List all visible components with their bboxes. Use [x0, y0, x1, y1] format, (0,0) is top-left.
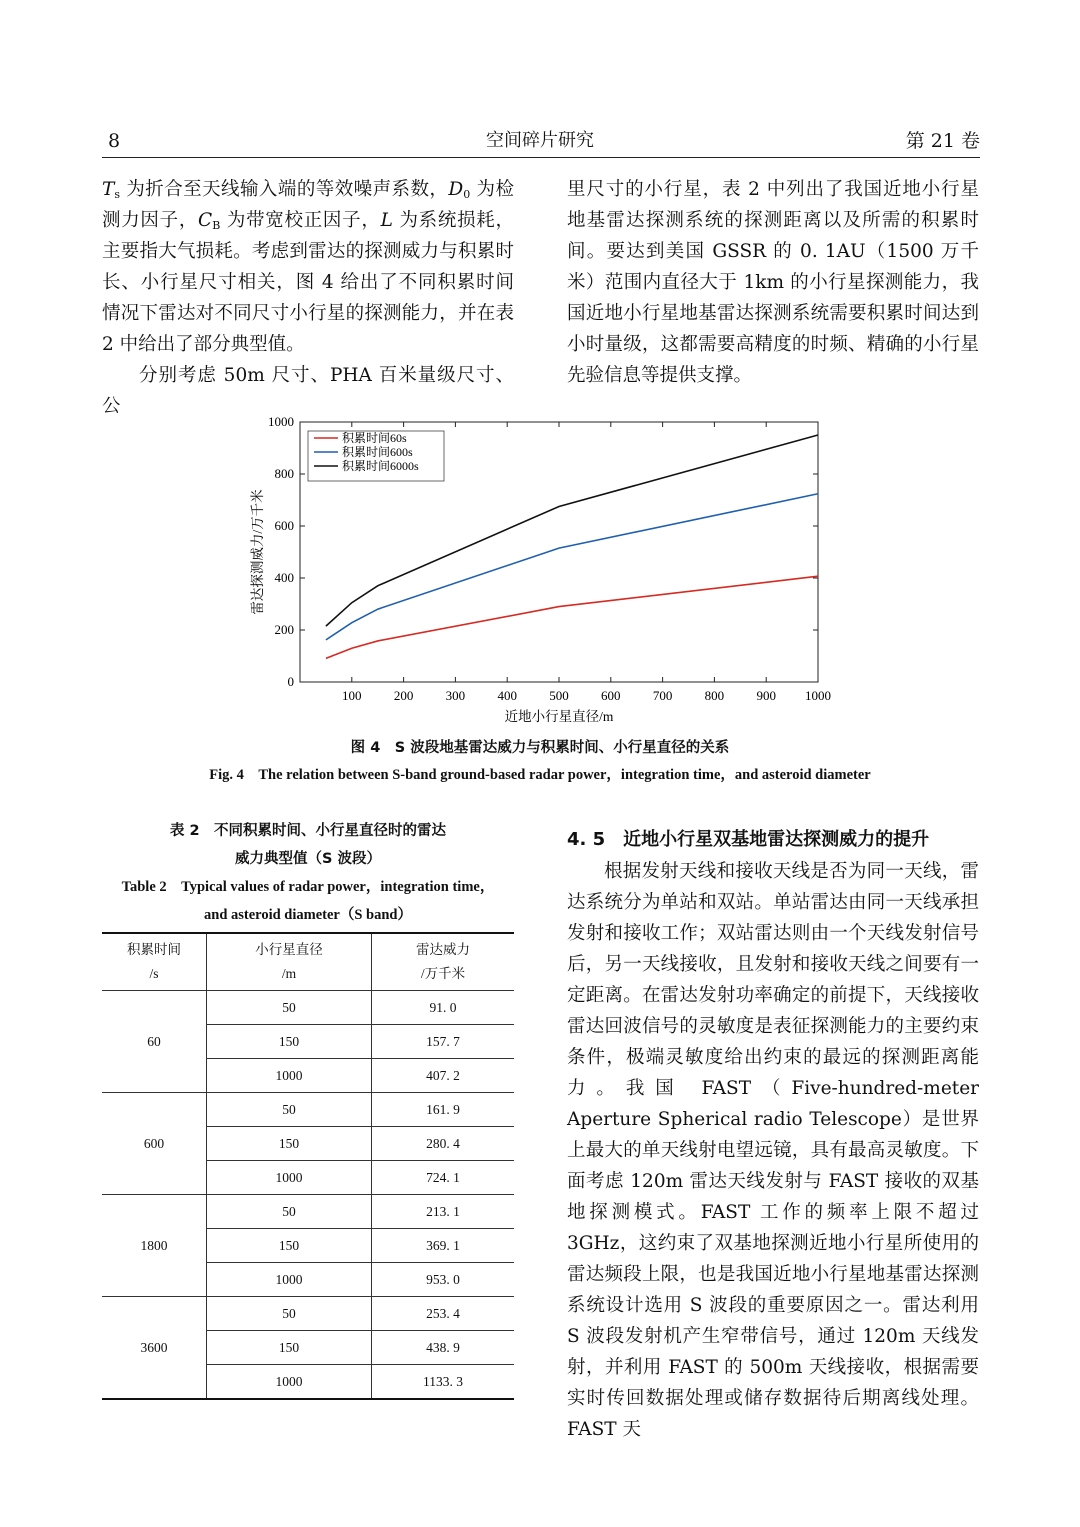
- x-tick-label: 700: [652, 688, 673, 703]
- time-cell: 600: [102, 1093, 207, 1195]
- power-cell: 369. 1: [372, 1229, 515, 1263]
- time-cell: 3600: [102, 1297, 207, 1400]
- y-axis-label: 雷达探测威力/万千米: [250, 489, 265, 615]
- page-number: 8: [108, 130, 121, 152]
- diameter-cell: 150: [207, 1229, 372, 1263]
- diameter-cell: 50: [207, 1195, 372, 1229]
- x-axis-label: 近地小行星直径/m: [504, 709, 614, 724]
- time-cell: 60: [102, 991, 207, 1093]
- y-tick-label: 1000: [268, 414, 294, 429]
- legend-label: 积累时间600s: [342, 445, 413, 459]
- diameter-cell: 1000: [207, 1365, 372, 1400]
- journal-title: 空间碎片研究: [486, 130, 594, 151]
- x-tick-label: 800: [704, 688, 725, 703]
- x-tick-label: 100: [342, 688, 362, 703]
- y-tick-label: 0: [287, 674, 294, 689]
- section-heading: 4. 5 近地小行星双基地雷达探测威力的提升: [567, 829, 930, 850]
- x-tick-label: 500: [549, 688, 569, 703]
- diameter-cell: 1000: [207, 1059, 372, 1093]
- table-header-cell: 小行星直径 /m: [207, 933, 372, 991]
- power-cell: 724. 1: [372, 1161, 515, 1195]
- x-tick-label: 1000: [805, 688, 831, 703]
- paragraph-3: 里尺寸的小行星，表 2 中列出了我国近地小行星地基雷达探测系统的探测距离以及所需的积累时间。要达到美国 GSSR 的 0. 1AU（1500 万千米）范围内直径大于 1km 的小行星探测能力，我国近地小行星地基雷达探测系统需要积累时间达到小时量级，这都需要高精度的时频、精确的小行星先验信息等提供支撑。: [567, 179, 979, 386]
- diameter-cell: 150: [207, 1025, 372, 1059]
- table-caption-zh-2: 威力典型值（S 波段）: [235, 851, 381, 867]
- series-line: [326, 576, 818, 658]
- table-header-cell: 积累时间 /s: [102, 933, 207, 991]
- table-caption-en-1: Table 2 Typical values of radar power，integration time，: [121, 879, 495, 895]
- header-rule: [102, 157, 980, 158]
- x-tick-label: 300: [445, 688, 466, 703]
- table-caption-zh-1: 表 2 不同积累时间、小行星直径时的雷达: [169, 823, 447, 839]
- y-tick-label: 600: [274, 518, 294, 533]
- paragraph-2: 分别考虑 50m 尺寸、PHA 百米量级尺寸、公: [102, 365, 514, 417]
- right-column-top-text: [567, 174, 979, 391]
- power-cell: 161. 9: [372, 1093, 515, 1127]
- diameter-cell: 50: [207, 991, 372, 1025]
- x-tick-label: 200: [393, 688, 414, 703]
- table-row: [102, 991, 514, 1025]
- legend-label: 积累时间60s: [342, 431, 407, 445]
- power-cell: 953. 0: [372, 1263, 515, 1297]
- power-cell: 407. 2: [372, 1059, 515, 1093]
- table-2: [102, 932, 514, 1400]
- diameter-cell: 50: [207, 1093, 372, 1127]
- power-cell: 157. 7: [372, 1025, 515, 1059]
- section-body: [567, 856, 979, 1445]
- figure-4-chart: [240, 410, 840, 730]
- x-tick-label: 900: [756, 688, 776, 703]
- diameter-cell: 150: [207, 1127, 372, 1161]
- y-tick-label: 200: [274, 622, 294, 637]
- power-cell: 91. 0: [372, 991, 515, 1025]
- y-tick-label: 400: [274, 570, 294, 585]
- diameter-cell: 1000: [207, 1161, 372, 1195]
- volume-label: 第 21 卷: [905, 130, 980, 152]
- paragraph-1: $T_s$ 为折合至天线输入端的等效噪声系数，$D_0$ 为检测力因子，$C_B$ 为带宽校正因子，L 为系统损耗，主要指大气损耗。考虑到雷达的探测威力与积累时长、小行星尺寸相关，图 4 给出了不同积累时间情况下雷达对不同尺寸小行星的探测能力，并在表 2 中给出了部分典型值。: [102, 179, 514, 355]
- power-cell: 213. 1: [372, 1195, 515, 1229]
- table-row: [102, 1297, 514, 1331]
- power-cell: 438. 9: [372, 1331, 515, 1365]
- table-header-cell: 雷达威力 /万千米: [372, 933, 515, 991]
- paragraph-4: 根据发射天线和接收天线是否为同一天线，雷达系统分为单站和双站。单站雷达由同一天线承担发射和接收工作；双站雷达则由一个天线发射信号后，另一天线接收，且发射和接收天线之间要有一定距离。在雷达发射功率确定的前提下，天线接收雷达回波信号的灵敏度是表征探测能力的主要约束条件，极端灵敏度给出约束的最远的探测距离能力。我国 FAST（Five-hundred-meter Aperture Spherical radio Telescope）是世界上最大的单天线射电望远镜，具有最高灵敏度。下面考虑 120m 雷达天线发射与 FAST 接收的双基地探测模式。FAST 工作的频率上限不超过 3GHz，这约束了双基地探测近地小行星所使用的雷达频段上限，也是我国近地小行星地基雷达探测系统设计选用 S 波段的重要原因之一。雷达利用 S 波段发射机产生窄带信号，通过 120m 天线发射，并利用 FAST 的 500m 天线接收，根据需要实时传回数据处理或储存数据待后期离线处理。FAST 天: [567, 861, 979, 1440]
- power-cell: 1133. 3: [372, 1365, 515, 1400]
- figure-caption-zh: 图 4 S 波段地基雷达威力与积累时间、小行星直径的关系: [350, 740, 730, 756]
- time-cell: 1800: [102, 1195, 207, 1297]
- figure-caption-en: Fig. 4 The relation between S-band ground-based radar power，integration time，and asteroid diameter: [209, 767, 871, 783]
- y-tick-label: 800: [274, 466, 294, 481]
- table-row: [102, 1093, 514, 1127]
- table-row: [102, 1195, 514, 1229]
- diameter-cell: 50: [207, 1297, 372, 1331]
- chart-legend: [308, 430, 444, 481]
- left-column-text: [102, 174, 514, 422]
- legend-label: 积累时间6000s: [342, 459, 419, 473]
- power-cell: 280. 4: [372, 1127, 515, 1161]
- diameter-cell: 1000: [207, 1263, 372, 1297]
- x-tick-label: 600: [601, 688, 621, 703]
- power-cell: 253. 4: [372, 1297, 515, 1331]
- diameter-cell: 150: [207, 1331, 372, 1365]
- x-tick-label: 400: [497, 688, 517, 703]
- table-caption-en-2: and asteroid diameter（S band）: [204, 907, 412, 923]
- series-line: [326, 494, 818, 640]
